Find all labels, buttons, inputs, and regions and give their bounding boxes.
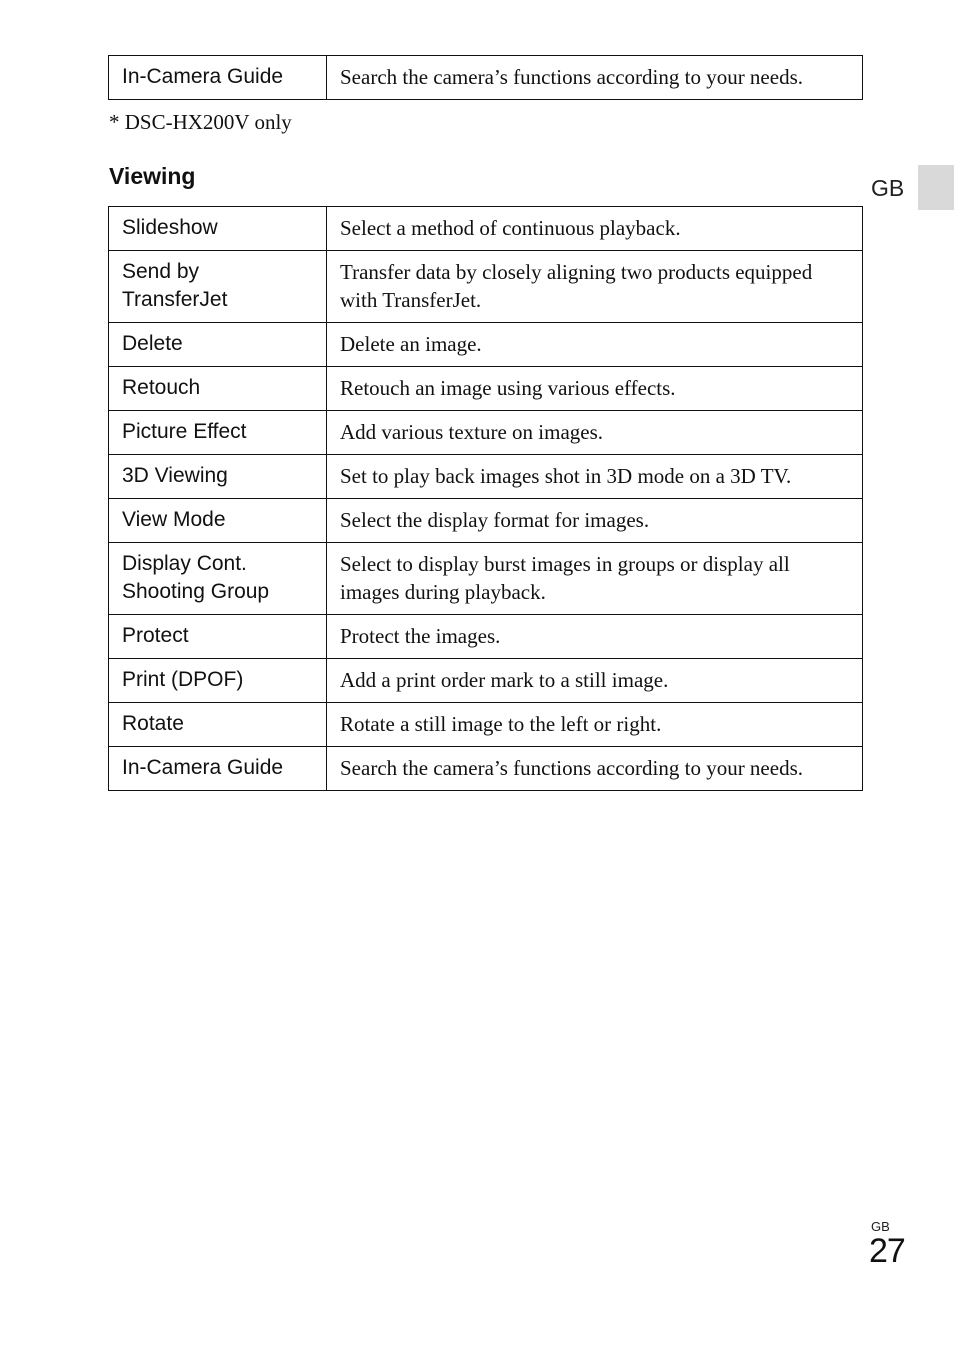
table-row	[109, 543, 863, 615]
viewing-menu-table	[108, 206, 863, 791]
table-row	[109, 747, 863, 791]
page-number: 27	[869, 1232, 905, 1270]
menu-item-name: Display Cont. Shooting Group	[109, 543, 327, 615]
side-tab-label: GB	[871, 175, 905, 201]
footnote: * DSC-HX200V only	[109, 110, 292, 134]
menu-item-name: In-Camera Guide	[109, 747, 327, 791]
menu-item-description: Select a method of continuous playback.	[327, 207, 863, 251]
menu-item-name: Send by TransferJet	[109, 251, 327, 323]
table-row	[109, 659, 863, 703]
table-row	[109, 615, 863, 659]
menu-item-description: Search the camera’s functions according to your needs.	[327, 747, 863, 791]
menu-item-name: Retouch	[109, 367, 327, 411]
page-language-code: GB	[871, 1219, 890, 1234]
menu-item-name: Print (DPOF)	[109, 659, 327, 703]
menu-item-name: Slideshow	[109, 207, 327, 251]
menu-item-description: Transfer data by closely aligning two products equipped with TransferJet.	[327, 251, 863, 323]
table-row	[109, 251, 863, 323]
menu-item-description: Select the display format for images.	[327, 499, 863, 543]
menu-item-description: Select to display burst images in groups or display all images during playback.	[327, 543, 863, 615]
menu-item-name: Delete	[109, 323, 327, 367]
side-tab-marker	[918, 165, 954, 210]
table-row	[109, 207, 863, 251]
menu-item-name: Picture Effect	[109, 411, 327, 455]
table-row	[109, 499, 863, 543]
menu-item-description: Protect the images.	[327, 615, 863, 659]
menu-item-name: View Mode	[109, 499, 327, 543]
table-row	[109, 455, 863, 499]
section-title-viewing: Viewing	[109, 163, 196, 189]
table-row	[109, 367, 863, 411]
table-row	[109, 703, 863, 747]
top-menu-table	[108, 55, 863, 100]
menu-item-name: Protect	[109, 615, 327, 659]
table-row	[109, 56, 863, 100]
menu-item-description: Delete an image.	[327, 323, 863, 367]
menu-item-description: Add a print order mark to a still image.	[327, 659, 863, 703]
menu-item-description: Rotate a still image to the left or right.	[327, 703, 863, 747]
menu-item-name: Rotate	[109, 703, 327, 747]
menu-item-name: 3D Viewing	[109, 455, 327, 499]
menu-item-name: In-Camera Guide	[109, 56, 327, 100]
menu-item-description: Set to play back images shot in 3D mode on a 3D TV.	[327, 455, 863, 499]
table-row	[109, 323, 863, 367]
menu-item-description: Retouch an image using various effects.	[327, 367, 863, 411]
menu-item-description: Add various texture on images.	[327, 411, 863, 455]
menu-item-description: Search the camera’s functions according to your needs.	[327, 56, 863, 100]
table-row	[109, 411, 863, 455]
